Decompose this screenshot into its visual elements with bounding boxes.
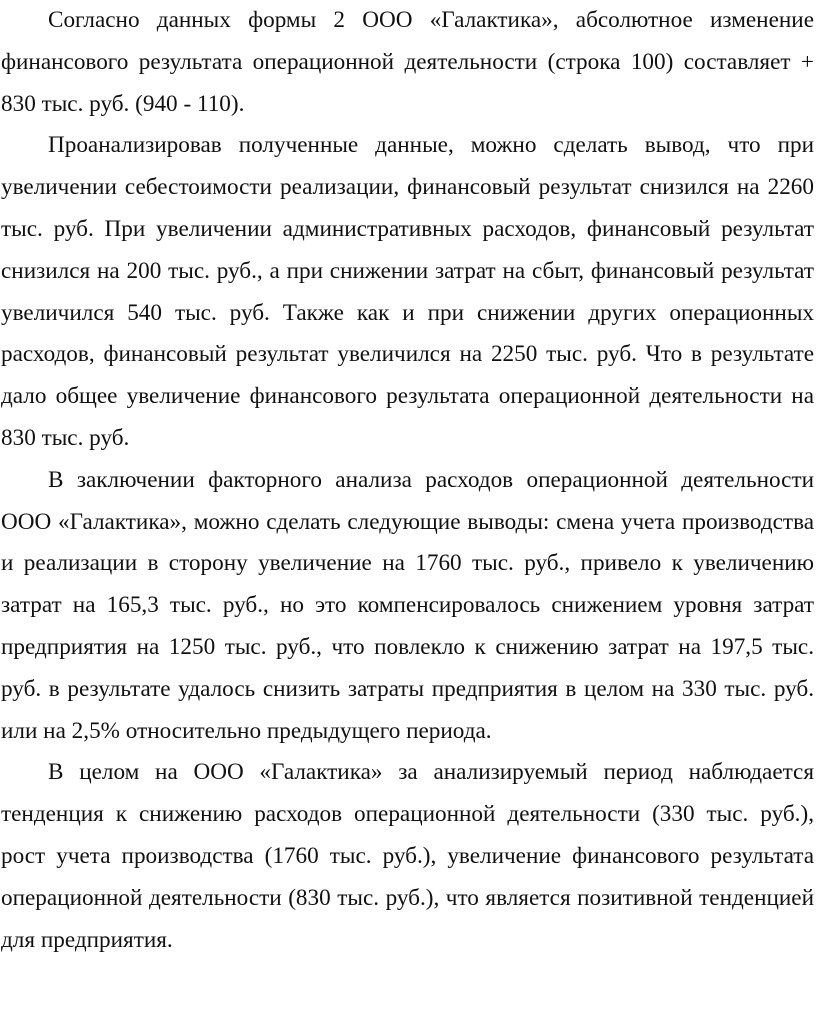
paragraph-4: В целом на ООО «Галактика» за анализируемый период наблюдается тенденция к снижению расходов операционной деятельности (330 тыс. руб.), рост учета производства (1760 тыс. руб.), увеличение финансового результата операционной деятельности (830 тыс. руб.), что является позитивной тенденцией для предприятия. — [1, 759, 814, 953]
paragraph-2: Проанализировав полученные данные, можно сделать вывод, что при увеличении себестоимости реализации, финансовый результат снизился на 2260 тыс. руб. При увеличении административных расходов, финансовый результат снизился на 200 тыс. руб., а при снижении затрат на сбыт, финансовый результат увеличился 540 тыс. руб. Также как и при снижении других операционных расходов, финансовый результат увеличился на 2250 тыс. руб. Что в результате дало общее увеличение финансового результата операционной деятельности на 830 тыс. руб. — [1, 132, 814, 451]
paragraph-3: В заключении факторного анализа расходов операционной деятельности ООО «Галактика», можно сделать следующие выводы: смена учета производства и реализации в сторону увеличение на 1760 тыс. руб., привело к увеличению затрат на 165,3 тыс. руб., но это компенсировалось снижением уровня затрат предприятия на 1250 тыс. руб., что повлекло к снижению затрат на 197,5 тыс. руб. в результате удалось снизить затраты предприятия в целом на 330 тыс. руб. или на 2,5% относительно предыдущего периода. — [1, 466, 814, 744]
paragraph-1: Согласно данных формы 2 ООО «Галактика», абсолютное изменение финансового результата операционной деятельности (строка 100) составляет + 830 тыс. руб. (940 - 110). — [1, 7, 814, 117]
